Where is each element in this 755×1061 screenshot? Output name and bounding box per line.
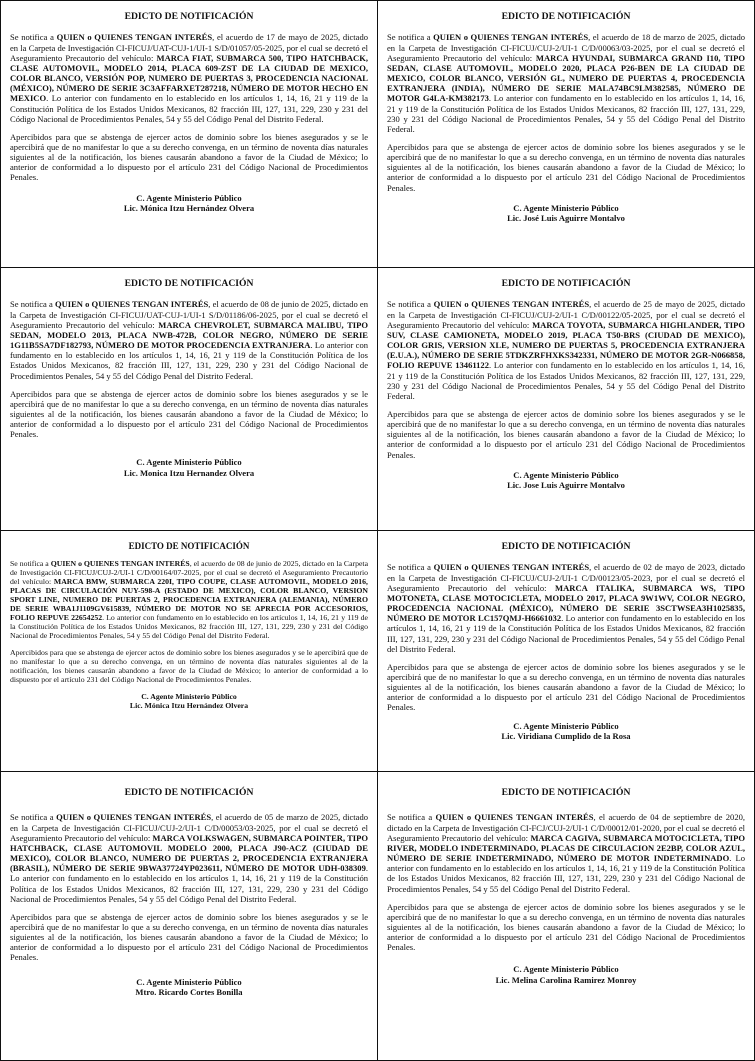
notice-addressee: QUIEN o QUIENES TENGAN INTERÉS [433,299,590,310]
signature-role: C. Agente Ministerio Público [513,202,619,213]
vehicle-description: MARCA FIAT, SUBMARCA 500, TIPO HATCHBACK, CLASE AUTOMOVIL, MODELO 2014, PLACA 609-ZST DE LA CIUDAD DE MEXICO, COLOR BLANCO, VERSIÓN POP, NUMERO DE PUERTAS 3, PROCEDENCIA NACIONAL (MÉXICO), NÚMERO DE SERIE 3C3AFFARXET287218, NÚMERO DE MOTOR HECHO EN MEXICO [10,52,369,104]
edict-notice-5 [0,530,378,772]
notice-warning: Apercibidos para que se abstenga de ejercer actos de dominio sobre los bienes asegurados y se le apercibirá que de no manifestar lo que a su derecho convenga, en un término de noventa días naturales siguientes al de la notificación, los bienes causarán abandono a favor de la Ciudad de México; lo anterior de conformidad a lo dispuesto por el artículo 231 del Código Nacional de Procedimientos Penales. [387,901,745,953]
notice-body: Se notifica a QUIEN o QUIENES TENGAN INTERÉS, el acuerdo de 05 de marzo de 2025, dictado en la Carpeta de Investigación CI-FICUJ/CUJ-2/UI-1 C/D/00053/03-2025, por el cual se decretó el Aseguramiento Precautorio del vehículo: MARCA VOLKSWAGEN, SUBMARCA POINTER, TIPO HATCHBACK, CLASE AUTOMOVIL MODELO 2000, PLACA J90-ACZ (CIUDAD DE MEXICO), COLOR BLANCO, NUMERO DE PUERTAS 2, PROCEDENCIA EXTRANJERA (BRASIL), NÚMERO DE SERIE 9BWA37724YP023611, NÚMERO DE MOTOR UDH-038309. Lo anterior con fundamento en lo establecido en los artículos 1, 14, 16, 21 y 119 de la Constitución Política de los Estados Unidos Mexicanos, 82 fracción III, 127, 131, 229, 230 y 231 del Código Nacional de Procedimientos Penales, 54 y 55 del Código Penal del Distrito Federal. [10,812,368,904]
notice-body: Se notifica a QUIEN o QUIENES TENGAN INTERÉS, el acuerdo de 08 de junio de 2025, dictado en la Carpeta de Investigación CI-FICUJ/UAT-CUJ-1/UI-1 S/D/01186/06-2025, por el cual se decretó el Aseguramiento Precautorio del vehículo: MARCA CHEVROLET, SUBMARCA MALIBU, TIPO SEDAN, MODELO 2013, PLACA NWB-472B, COLOR NEGRO, NÚMERO DE SERIE 1G11B5SA7DF182793, NÚMERO DE MOTOR PROCEDENCIA EXTRANJERA. Lo anterior con fundamento en lo establecido en los artículos 1, 14, 16, 21 y 119 de la Constitución Política de los Estados Unidos Mexicanos, 82 fracción III, 127, 131, 229, 230 y 231 del Código Nacional de Procedimientos Penales, 54 y 55 del Código Penal del Distrito Federal. [10,299,368,381]
signature-block [10,457,368,477]
vehicle-description: MARCA ITALIKA, SUBMARCA WS, TIPO MOTONETA, CLASE MOTOCICLETA, MODELO 2017, PLACA 9W1WV, COLOR NEGRO, PROCEDENCIA NACIONAL (MÉXICO), NÚMERO DE SERIE 3SCTWSEA3H1025835, NÚMERO DE MOTOR LC157QMJ-H6661032 [387,582,745,624]
notice-title: EDICTO DE NOTIFICACIÓN [124,11,254,22]
vehicle-description: MARCA VOLKSWAGEN, SUBMARCA POINTER, TIPO HATCHBACK, CLASE AUTOMOVIL MODELO 2000, PLACA J90-ACZ (CIUDAD DE MEXICO), COLOR BLANCO, NUMERO DE PUERTAS 2, PROCEDENCIA EXTRANJERA (BRASIL), NÚMERO DE SERIE 9BWA37724YP023611, NÚMERO DE MOTOR UDH-038309 [10,832,368,874]
notice-warning: Apercibidos para que se abstenga de ejercer actos de dominio sobre los bienes asegurados y se le apercibirá que de no manifestar lo que a su derecho convenga, en un término de noventa días naturales siguientes al de la notificación, los bienes causarán abandono a favor de la Ciudad de México; lo anterior de conformidad a lo dispuesto por el artículo 231 del Código Nacional de Procedimientos Penales. [387,141,745,193]
notice-body: Se notifica a QUIEN o QUIENES TENGAN INTERÉS, el acuerdo de 02 de mayo de 2023, dictado en la Carpeta de Investigación CI-FICUJ/CUJ-2/UI-1 C/D/00123/05-2023, por el cual se decretó el Aseguramiento Precautorio del vehículo: MARCA ITALIKA, SUBMARCA WS, TIPO MOTONETA, CLASE MOTOCICLETA, MODELO 2017, PLACA 9W1WV, COLOR NEGRO, PROCEDENCIA NACIONAL (MÉXICO), NÚMERO DE SERIE 3SCTWSEA3H1025835, NÚMERO DE MOTOR LC157QMJ-H6661032. Lo anterior con fundamento en lo establecido en los artículos 1, 14, 16, 21 y 119 de la Constitución Política de los Estados Unidos Mexicanos, 82 fracción III, 127, 131, 229, 230 y 231 del Código Nacional de Procedimientos Penales, 54 y 55 del Código Penal del Distrito Federal. [387,562,745,654]
signature-block [387,203,745,223]
signature-name: Lic. Monica Itzu Hernandez Olvera [123,467,255,478]
edict-notice-7 [0,771,378,1061]
notice-addressee: QUIEN o QUIENES TENGAN INTERÉS [433,32,589,43]
notice-addressee: QUIEN o QUIENES TENGAN INTERÉS [54,299,209,310]
edict-notice-4 [377,267,755,531]
vehicle-description: MARCA BMW, SUBMARCA 220I, TIPO COUPE, CLASE AUTOMOVIL, MODELO 2016, PLACAS DE CIRCULACIÓN NUY-598-A (ESTADO DE MEXICO), COLOR BLANCO, VERSION SPORT LINE, NUMERO DE PUERTAS 2, PROCEDENCIA EXTRANJERA (ALEMANIA), NÚMERO DE SERIE WBA1J1109GV615839, NÚMERO DE MOTOR NO SE APRECIA POR ACCESORIOS, FOLIO REPUVE 22654252 [10,577,368,623]
notice-title: EDICTO DE NOTIFICACIÓN [124,787,254,798]
signature-name: Lic. Mónica Itzu Hernández Olvera [123,202,255,213]
edict-notice-3 [0,267,378,531]
notice-title: EDICTO DE NOTIFICACIÓN [128,541,250,551]
signature-role: C. Agente Ministerio Público [141,692,237,702]
signature-block [387,470,745,490]
notice-title: EDICTO DE NOTIFICACIÓN [501,541,631,552]
notice-title: EDICTO DE NOTIFICACIÓN [501,11,631,22]
notice-body: Se notifica a QUIEN o QUIENES TENGAN INTERÉS, el acuerdo de 18 de marzo de 2025, dictado en la Carpeta de Investigación CI-FICUJ/CUJ-2/UI-1 C/D/00063/03-2025, por el cual se decretó el Aseguramiento Precautorio del vehículo: MARCA HYUNDAI, SUBMARCA GRAND I10, TIPO SEDAN, CLASE AUTOMOVIL, MODELO 2020, PLACA P26-BEN DE LA CIUDAD DE MEXICO, COLOR BLANCO, VERSIÓN GL, NUMERO DE PUERTAS 4, PROCEDENCIA EXTRANJERA (INDIA), NÚMERO DE SERIE MALA74BC9LM382585, NÚMERO DE MOTOR G4LA-KM382173. Lo anterior con fundamento en lo establecido en los artículos 1, 14, 16, 21 y 119 de la Constitución Política de los Estados Unidos Mexicanos, 82 fracción III, 127, 131, 229, 230 y 231 del Código Nacional de Procedimientos Penales, 54 y 55 del Código Penal del Distrito Federal. [387,32,745,134]
notice-addressee: QUIEN o QUIENES TENGAN INTERÉS [50,559,190,569]
vehicle-description: MARCA HYUNDAI, SUBMARCA GRAND I10, TIPO SEDAN, CLASE AUTOMOVIL, MODELO 2020, PLACA P26-BEN DE LA CIUDAD DE MEXICO, COLOR BLANCO, VERSIÓN GL, NUMERO DE PUERTAS 4, PROCEDENCIA EXTRANJERA (INDIA), NÚMERO DE SERIE MALA74BC9LM382585, NÚMERO DE MOTOR G4LA-KM382173 [387,52,745,104]
notice-warning: Apercibidos para que se abstenga de ejercer actos de dominio sobre los bienes asegurados y se le apercibirá que de no manifestar lo que a su derecho convenga, en un término de noventa días naturales siguientes al de la notificación, los bienes causarán abandono a favor de la Ciudad de México; lo anterior de conformidad a lo dispuesto por el artículo 231 del Código Nacional de Procedimientos Penales. [387,408,745,460]
notice-title: EDICTO DE NOTIFICACIÓN [501,787,631,798]
notice-body: Se notifica a QUIEN o QUIENES TENGAN INTERÉS, el acuerdo de 04 de septiembre de 2020, dictado en la Carpeta de Investigación CI-FCJ/CUJ-2/UI-1 C/D/00012/01-2020, por el cual se decretó el Aseguramiento Precautorio del vehículo: MARCA CAGIVA, SUBMARCA MOTOCICLETA, TIPO RIVER, MODELO INDETERMINADO, PLACAS DE CIRCULACION 2E2BP, COLOR AZUL, NÚMERO DE SERIE INDETERMINADO, NÚMERO DE MOTOR INDETERMINADO. Lo anterior con fundamento en lo establecido en los artículos 1, 14, 16, 21 y 119 de la Constitución Política de los Estados Unidos Mexicanos, 82 fracción III, 127, 131, 229, 230 y 231 del Código Nacional de Procedimientos Penales, 54 y 55 del Código Penal del Distrito Federal. [387,812,746,894]
notice-body: Se notifica a QUIEN o QUIENES TENGAN INTERÉS, el acuerdo de 25 de mayo de 2025, dictado en la Carpeta de Investigación CI-FICUJ/CUJ-2/UI-1 C/D/00122/05-2025, por el cual se decretó el Aseguramiento Precautorio del vehículo: MARCA TOYOTA, SUBMARCA HIGHLANDER, TIPO SUV, CLASE CAMIONETA, MODELO 2019, PLACA T50-BRS (CIUDAD DE MEXICO), COLOR GRIS, VERSION XLE, NUMERO DE PUERTAS 5, PROCEDENCIA EXTRANJERA (E.U.A.), NÚMERO DE SERIE 5TDKZRFHXKS342331, NÚMERO DE MOTOR 2GR-N066858, FOLIO REPUVE 13461122. Lo anterior con fundamento en lo establecido en los artículos 1, 14, 16, 21 y 119 de la Constitución Política de los Estados Unidos Mexicanos, 82 fracción III, 127, 131, 229, 230 y 231 del Código Nacional de Procedimientos Penales, 54 y 55 del Código Penal del Distrito Federal. [387,299,745,401]
notice-warning: Apercibidos para que se abstenga de ejercer actos de dominio sobre los bienes asegurados y se le apercibirá que de no manifestar lo que a su derecho convenga, en un término de noventa días naturales siguientes al de la notificación, los bienes causarán abandono a favor de la Ciudad de México; lo anterior de conformidad a lo dispuesto por el artículo 231 del Código Nacional de Procedimientos Penales. [10,131,368,183]
signature-block [10,977,368,997]
signature-block [387,721,745,741]
vehicle-description: MARCA CAGIVA, SUBMARCA MOTOCICLETA, TIPO RIVER, MODELO INDETERMINADO, PLACAS DE CIRCULACION 2E2BP, COLOR AZUL, NÚMERO DE SERIE INDETERMINADO, NÚMERO DE MOTOR INDETERMINADO [387,832,745,864]
signature-block [10,692,368,710]
notice-addressee: QUIEN o QUIENES TENGAN INTERÉS [435,812,594,823]
notice-body: Se notifica a QUIEN o QUIENES TENGAN INTERÉS, el acuerdo de 08 de junio de 2025, dictado en la Carpeta de Investigación CI-FICUJ/CUJ-2/UI-1 C/D/00164/07-2025, por el cual se decretó el Aseguramiento Precautorio del vehículo: MARCA BMW, SUBMARCA 220I, TIPO COUPE, CLASE AUTOMOVIL, MODELO 2016, PLACAS DE CIRCULACIÓN NUY-598-A (ESTADO DE MEXICO), COLOR BLANCO, VERSION SPORT LINE, NUMERO DE PUERTAS 2, PROCEDENCIA EXTRANJERA (ALEMANIA), NÚMERO DE SERIE WBA1J1109GV615839, NÚMERO DE MOTOR NO SE APRECIA POR ACCESORIOS, FOLIO REPUVE 22654252. Lo anterior con fundamento en lo establecido en los artículos 1, 14, 16, 21 y 119 de la Constitución Política de los Estados Unidos Mexicanos, 82 fracción III, 127, 131, 229, 230 y 231 del Código Nacional de Procedimientos Penales, 54 y 55 del Código Penal del Distrito Federal. [10,559,369,641]
signature-role: C. Agente Ministerio Público [136,457,242,468]
signature-name: Lic. Mónica Itzu Hernández Olvera [129,701,249,711]
signature-role: C. Agente Ministerio Público [136,192,242,203]
signature-role: C. Agente Ministerio Público [513,964,619,975]
signature-name: Mtro. Ricardo Cortes Bonilla [135,986,243,997]
signature-name: Lic. Viridiana Cumplido de la Rosa [501,730,631,741]
notice-title: EDICTO DE NOTIFICACIÓN [124,278,254,289]
notice-warning: Apercibidos para que se abstenga de ejercer actos de dominio sobre los bienes asegurados y se le apercibirá que de no manifestar lo que a su derecho convenga, en un término de noventa días naturales siguientes al de la notificación, los bienes causarán abandono a favor de la Ciudad de México; lo anterior de conformidad a lo dispuesto por el artículo 231 del Código Nacional de Procedimientos Penales. [10,648,368,685]
signature-block [10,193,368,213]
edict-notice-1 [0,0,378,268]
edict-notice-8 [377,771,755,1061]
edict-notice-2 [377,0,755,268]
edict-notice-6 [377,530,755,772]
notice-addressee: QUIEN o QUIENES TENGAN INTERÉS [433,562,590,573]
notice-warning: Apercibidos para que se abstenga de ejercer actos de dominio sobre los bienes asegurados y se le apercibirá que de no manifestar lo que a su derecho convenga, en un término de noventa días naturales siguientes al de la notificación, los bienes causarán abandono a favor de la Ciudad de México; lo anterior de conformidad a lo dispuesto por el artículo 231 del Código Nacional de Procedimientos Penales. [10,388,368,440]
signature-block [387,964,745,984]
notice-title: EDICTO DE NOTIFICACIÓN [501,278,631,289]
signature-name: Lic. Jose Luis Aguirre Montalvo [507,479,625,490]
vehicle-description: MARCA TOYOTA, SUBMARCA HIGHLANDER, TIPO SUV, CLASE CAMIONETA, MODELO 2019, PLACA T50-BRS (CIUDAD DE MEXICO), COLOR GRIS, VERSION XLE, NUMERO DE PUERTAS 5, PROCEDENCIA EXTRANJERA (E.U.A.), NÚMERO DE SERIE 5TDKZRFHXKS342331, NÚMERO DE MOTOR 2GR-N066858, FOLIO REPUVE 13461122 [387,319,745,371]
signature-name: Lic. José Luis Aguirre Montalvo [507,212,625,223]
signature-role: C. Agente Ministerio Público [136,976,242,987]
vehicle-description: MARCA CHEVROLET, SUBMARCA MALIBU, TIPO SEDAN, MODELO 2013, PLACA NWB-472B, COLOR NEGRO, NÚMERO DE SERIE 1G11B5SA7DF182793, NÚMERO DE MOTOR PROCEDENCIA EXTRANJERA [10,319,368,351]
signature-role: C. Agente Ministerio Público [513,469,619,480]
notice-warning: Apercibidos para que se abstenga de ejercer actos de dominio sobre los bienes asegurados y se le apercibirá que de no manifestar lo que a su derecho convenga, en un término de noventa días naturales siguientes al de la notificación, los bienes causarán abandono a favor de la Ciudad de México; lo anterior de conformidad a lo dispuesto por el artículo 231 del Código Nacional de Procedimientos Penales. [10,911,368,963]
notice-addressee: QUIEN o QUIENES TENGAN INTERÉS [56,32,213,43]
signature-name: Lic. Melina Carolina Ramirez Monroy [495,974,637,985]
notice-addressee: QUIEN o QUIENES TENGAN INTERÉS [56,812,212,823]
notice-warning: Apercibidos para que se abstenga de ejercer actos de dominio sobre los bienes asegurados y se le apercibirá que de no manifestar lo que a su derecho convenga, en un término de noventa días naturales siguientes al de la notificación, los bienes causarán abandono a favor de la Ciudad de México; lo anterior de conformidad a lo dispuesto por el artículo 231 del Código Nacional de Procedimientos Penales. [387,661,745,713]
signature-role: C. Agente Ministerio Público [513,720,619,731]
notice-body: Se notifica a QUIEN o QUIENES TENGAN INTERÉS, el acuerdo de 17 de mayo de 2025, dictado en la Carpeta de Investigación CI-FICUJ/UAT-CUJ-1/UI-1 S/D/01057/05-2025, por el cual se decretó el Aseguramiento Precautorio del vehículo: MARCA FIAT, SUBMARCA 500, TIPO HATCHBACK, CLASE AUTOMOVIL, MODELO 2014, PLACA 609-ZST DE LA CIUDAD DE MEXICO, COLOR BLANCO, VERSIÓN POP, NUMERO DE PUERTAS 3, PROCEDENCIA NACIONAL (MÉXICO), NÚMERO DE SERIE 3C3AFFARXET287218, NÚMERO DE MOTOR HECHO EN MEXICO. Lo anterior con fundamento en lo establecido en los artículos 1, 14, 16, 21 y 119 de la Constitución Política de los Estados Unidos Mexicanos, 82 fracción III, 127, 131, 229, 230 y 231 del Código Nacional de Procedimientos Penales, 54 y 55 del Código Penal del Distrito Federal. [10,32,369,124]
